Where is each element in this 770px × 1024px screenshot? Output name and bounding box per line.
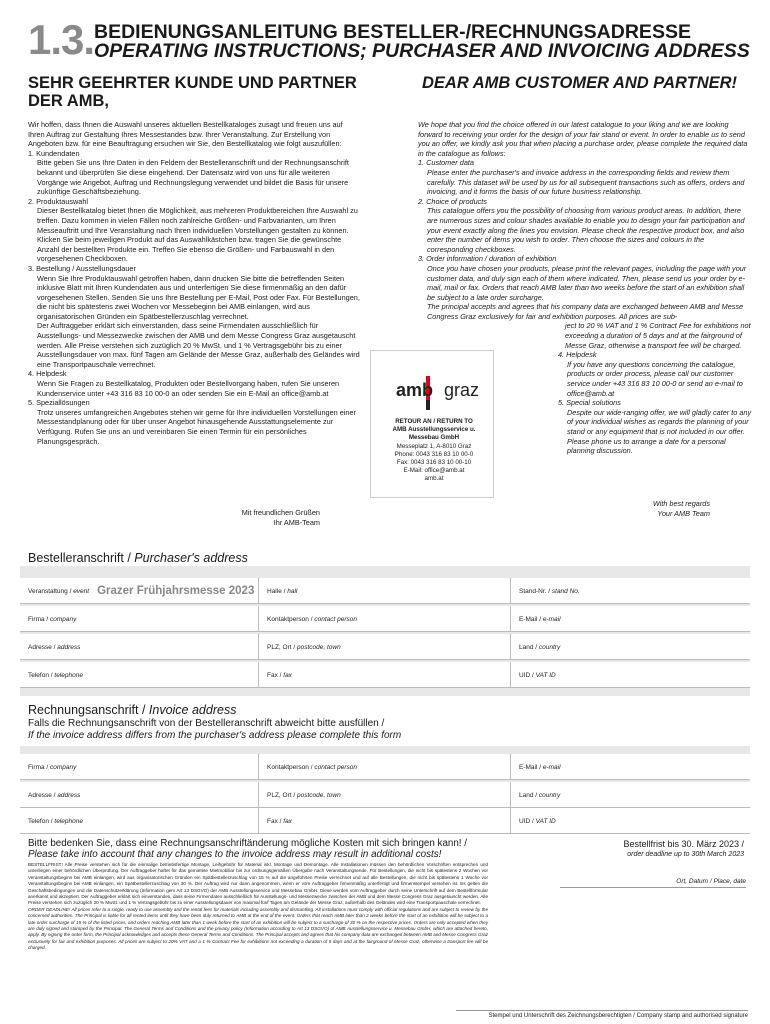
telephone-field[interactable]: Telefon / telephone <box>28 671 83 679</box>
invoice-change-note-en: Please take into account that any changes to the invoice address may result in additional costs! <box>28 849 442 860</box>
company-field[interactable]: Firma / company <box>28 615 77 623</box>
invoice-subtitle-en: If the invoice address differs from the purchaser's address please complete this form <box>28 730 402 741</box>
list-item: 3. Bestellung / Ausstellungsdauer Wenn Sie Ihre Produktauswahl getroffen haben, dann drucken Sie bitte die betreffenden Seiten inklusive Blatt mit Ihren Kundendaten aus und unterfertigen Sie diese firmenmäßig an den dafür vorgesehenen Stellen. Senden Sie uns Ihre Bestellung per E-Mail, Post oder Fax. Für Bestellungen, die nicht bis spätestens zwei Wochen vor Messebeginn bei AMB einlangen, wird aus organisatorischen Gründen ein Spätbestellerzuschlag verrechnet. Der Auftraggeber erklärt sich einverstanden, dass seine Firmendaten ausschließlich für Ausstellungs- und Messezwecke zwischen der AMB und dem Messe Congress Graz ausgetauscht werden. Alle Preise verstehen sich zuzüglich 20 % MwSt. und 1 % Vertragsgebühr bis zu einer Ausstellungsdauer von max. fünf Tagen am Gelände der Messe Graz, außerhalb des Geländes wird eine Transportpauschale verrechnet. <box>28 263 360 369</box>
fine-print: BESTELLFRIST! Alle Preise verstehen sich für die einmalige betriebsfertige Montage, Leihgebühr für Material inkl. Montage und Demontage. Alle Installationen müssen den behördlichen Vorschriften entsprechen und unterliegen einer behördlichen Überprüfung. Der Auftraggeber haftet für das gemietete Mietmobiliar bis zur ordnungsgemäßen Übergabe nach Veranstaltungsende. Für Bestellungen, die nicht bis spätestens 2 Wochen vor Veranstaltungsbeginn bei AMB einlangen, wird aus organisatorischen Gründen ein Spätbestellerzuschlag von 15 % auf die angeführten Preise verrechnet und auf alle Bestellungen, die nicht bis spätestens 1 Woche vor Veranstaltungsbeginn bei AMB einlangen, ein Spätbestellerzuschlag von 30 %. Der Auftrag wird nur dann angenommen, wenn er vom Auftraggeber firmenmäßig unterfertigt und firmenstempel versehen ist. Es gelten die Geschäftsbedingungen und die Datenschutzerklärung (Information gem Art 13 DSGVO) der AMB Ausstellungsservice und Messebau GmbH. Diese werden vom Auftraggeber durch seine Unterschrift auf dem Bestellformular anerkannt und akzeptiert. Der Auftraggeber erklärt sich einverstanden, dass seine Firmendaten ausschließlich für Ausstellungs- und Messezwecke zwischen der AMB und dem Messe Congress Graz ausgetauscht werden. Alle Preise verstehen sich zuzüglich 20 % MwSt. und 1 % Vertragsgebühr bis zu einer Ausstellungsdauer von maximal fünf Tagen am Gelände der Messe Graz, außerhalb des Geländes wird eine Transportpauschale verrechnet. ORDER DEADLINE! All prices refer to a single, ready to use assembly and the rental fees for materials including assembly and dismantling. All installations must comply with official regulations and are subject to review by the concerned authorities. The Principal is liable for all rented items until they have been duly returned to AMB at the end of the event. Orders that reach AMB later than 2 weeks before the start of an exhibition will be subject to a late order surcharge of 15 % of the listed prices, and orders reaching AMB later than 1 week before the start of an exhibition will be subject to a surcharge of 30 % on the respective prices. Orders are only accepted when they are duly signed and stamped by the Principal. The General Terms and Conditions and the privacy policy (Information according to Art 13 DSGVO) of AMB Ausstellungsservice u. Messebau GmbH, which are attached hereto, apply. By signing the order form, the Principal acknowledges and accepts these General Terms and Conditions. The Principal accepts and agrees that his company data are exchanged between AMB and Messe Congress Graz exclusively for fair and exhibition purposes. All prices are subject to 20% VAT and a 1 % Contract Fee for exhibitions not exceeding a duration of 5 days and at the fairground of Messe Graz, otherwise a transport fee will be charged. <box>28 862 488 951</box>
invoice-address-field[interactable]: Adresse / address <box>28 791 81 799</box>
purchaser-row-2 <box>20 606 750 632</box>
invoice-telephone-field[interactable]: Telefon / telephone <box>28 817 83 825</box>
list-item: 5. Special solutions Despite our wide-ranging offer, we will gladly cater to any of your individual wishes as regards the planning of your stand or any equipment that is not included in our offer. Please phone us to arrange a date for a personal planning discussion. <box>558 398 752 456</box>
place-date-field[interactable]: Ort, Datum / Place, date <box>560 878 746 888</box>
logo-graz: graz <box>444 380 480 400</box>
invoice-email-field[interactable]: E-Mail / e-mail <box>510 754 750 780</box>
list-item: 4. Helpdesk If you have any questions concerning the catalogue, products or order process, please call our customer service under +43 316 83 10 00-0 or send an e-mail to office@amb.at <box>558 350 743 398</box>
purchaser-row-4 <box>20 662 750 688</box>
invoice-row-3 <box>20 808 750 834</box>
postcode-town-field[interactable]: PLZ, Ort / postcode, town <box>258 634 510 660</box>
list-item: 5. Speziallösungen Trotz unseres umfangreichen Angebotes stehen wir gerne für Ihre individuellen Vorstellungen einer Messestandplanung oder für über unser Angebot hinausgehende Ausstattungselemente zur Verfügung. Rufen Sie uns an und vereinbaren Sie einen Termin für ein persönliches Planungsgespräch. <box>28 398 356 446</box>
greeting-en: DEAR AMB CUSTOMER AND PARTNER! <box>422 74 738 92</box>
event-field[interactable]: Veranstaltung / event Grazer Frühjahrsmesse 2023 <box>28 585 255 597</box>
intro-de: Wir hoffen, dass Ihnen die Auswahl unseres aktuellen Bestellkataloges zusagt und freuen uns auf Ihren Auftrag zur Gestaltung Ihres Messestandes bzw. Ihrer Veranstaltung. Zur Erstellung von Angeboten bzw. für eine Beauftragung ersuchen wir Sie, den Bestellkatalog wie folgt auszufüllen: <box>28 120 343 149</box>
instruction-list-de <box>28 149 360 446</box>
order-deadline-de: Bestellfrist bis 30. März 2023 / <box>623 839 744 849</box>
email-field[interactable]: E-Mail / e-mail <box>510 606 750 632</box>
country-field[interactable]: Land / country <box>510 634 750 660</box>
section-number: 1.3. <box>28 16 95 63</box>
invoice-row-1 <box>20 754 750 780</box>
invoice-fax-field[interactable]: Fax / fax <box>258 808 510 834</box>
signature-de: Mit freundlichen Grüßen Ihr AMB-Team <box>241 508 320 527</box>
hall-field[interactable]: Halle / hall <box>258 578 510 604</box>
greeting-de: SEHR GEEHRTER KUNDE UND PARTNER DER AMB, <box>28 74 357 110</box>
list-item: 1. Kundendaten Bitte geben Sie uns Ihre Daten in den Feldern der Bestelleranschrift und der Rechnungsanschrift bekannt und überprüfen Sie diese eingehend. Der Datensatz wird von uns für alle weiteren Vorgänge wie Angebot, Auftrag und Rechnungslegung verwendet und bildet die Basis für unsere zukünftige Geschäftsbeziehung. <box>28 148 349 197</box>
instructions-de <box>28 120 360 446</box>
invoice-country-field[interactable]: Land / country <box>510 782 750 808</box>
invoice-contact-person-field[interactable]: Kontaktperson / contact person <box>258 754 510 780</box>
purchaser-row-1 <box>20 578 750 604</box>
list-item: 1. Customer data Please enter the purchaser's and invoice address in the corresponding fields and review them carefully. This dataset will be used by us for all subsequent transactions such as offers, orders and invoicing, and it forms the basis of our future business relationship. <box>418 158 745 197</box>
stand-no-field[interactable]: Stand-Nr. / stand No. <box>510 578 750 604</box>
order-deadline-en: order deadline up to 30th March 2023 <box>627 851 744 858</box>
invoice-row-2 <box>20 782 750 808</box>
title-en: OPERATING INSTRUCTIONS; PURCHASER AND INVOICING ADDRESS <box>94 40 750 62</box>
invoice-company-field[interactable]: Firma / company <box>28 763 77 771</box>
list-item: 4. Helpdesk Wenn Sie Fragen zu Bestellkatalog, Produkten oder Bestellvorgang haben, rufen Sie unseren Kundenservice unter +43 316 83 10 00-0 an oder senden Sie ein E-Mail an office@amb.at <box>28 369 340 398</box>
invoice-heading: Rechnungsanschrift / Invoice address <box>28 703 237 717</box>
title-de: BEDIENUNGSANLEITUNG BESTELLER-/RECHNUNGSADRESSE <box>94 21 691 43</box>
signature-field[interactable]: Stempel und Unterschrift des Zeichnungsberechtigten / Company stamp and authorised signature <box>456 1010 748 1019</box>
event-value: Grazer Frühjahrsmesse 2023 <box>97 585 255 597</box>
intro-en: We hope that you find the choice offered in our latest catalogue to your liking and we are looking forward to receiving your order for the design of your fair stand or event. In order to enable us to send you an offer, we kindly ask you that when placing a purchase order, please complete the required data in the catalogue as follows: <box>418 120 748 158</box>
return-address: RETOUR AN / RETURN TO AMB Ausstellungsservice u. Messebau GmbH Messeplatz 1, A-8010 Graz Phone: 0043 316 83 10 00-0 Fax: 0043 316 83 10 00-10 E-Mail: office@amb.at amb.at <box>392 418 476 483</box>
list-item: 3. Order information / duration of exhibition Once you have chosen your products, please print the relevant pages, including the page with your customer data, and duly sign each of them where indicated. Then, please send us your order by e-mail, mail or fax. Orders that reach AMB later than two weeks before the start of an exhibition shall be subject to a late order surcharge. The principal accepts and agrees that his company data are exchanged between AMB and Messe Congress Graz exclusively for fair and exhibition purposes. All prices are sub- ject to 20 % VAT and 1 % Contract Fee for exhibitions not exceeding a duration of 5 days and at the fairground of Messe Graz, otherwise a transport fee will be charged. <box>418 254 751 350</box>
logo-amb: amb <box>396 380 434 400</box>
fax-field[interactable]: Fax / fax <box>258 662 510 688</box>
invoice-postcode-town-field[interactable]: PLZ, Ort / postcode, town <box>258 782 510 808</box>
vat-id-field[interactable]: UID / VAT ID <box>510 662 750 688</box>
purchaser-heading: Bestelleranschrift / Purchaser's address <box>28 551 248 565</box>
contact-person-field[interactable]: Kontaktperson / contact person <box>258 606 510 632</box>
list-item: 2. Produktauswahl Dieser Bestellkatalog bietet Ihnen die Möglichkeit, aus mehreren Produktbereichen Ihre Auswahl zu treffen. Dazu kommen in vielen Fällen noch zahlreiche Größen- und Farbvarianten, um Ihren Messeauftritt und Ihre Veranstaltung nach Ihren individuellen Vorstellungen gestalten zu können. Klicken Sie beim jeweiligen Produkt auf das Auswahlkästchen bzw. tragen Sie die gewünschte Anzahl der bestellten Produkte ein. Treffen Sie ebenso die Größen- und Farbauswahl in den vorgesehenen Checkboxen. <box>28 196 358 264</box>
invoice-subtitle-de: Falls die Rechnungsanschrift von der Bestelleranschrift abweicht bitte ausfüllen / <box>28 718 385 729</box>
list-item: 2. Choice of products This catalogue offers you the possibility of choosing from various product areas. In addition, there are numerous sizes and colour shades available to enable you to design your fair participation and your event exactly along the lines you envision. Please check the respective product box, and also enter the number of items you wish to order. Then choose the sizes and colours in the corresponding checkboxes. <box>418 196 745 254</box>
purchaser-row-3 <box>20 634 750 660</box>
signature-en: With best regards Your AMB Team <box>652 499 710 518</box>
invoice-vat-id-field[interactable]: UID / VAT ID <box>510 808 750 834</box>
address-field[interactable]: Adresse / address <box>28 643 81 651</box>
invoice-change-note-de: Bitte bedenken Sie, dass eine Rechnungsanschriftänderung mögliche Kosten mit sich bringen kann! / <box>28 838 467 849</box>
